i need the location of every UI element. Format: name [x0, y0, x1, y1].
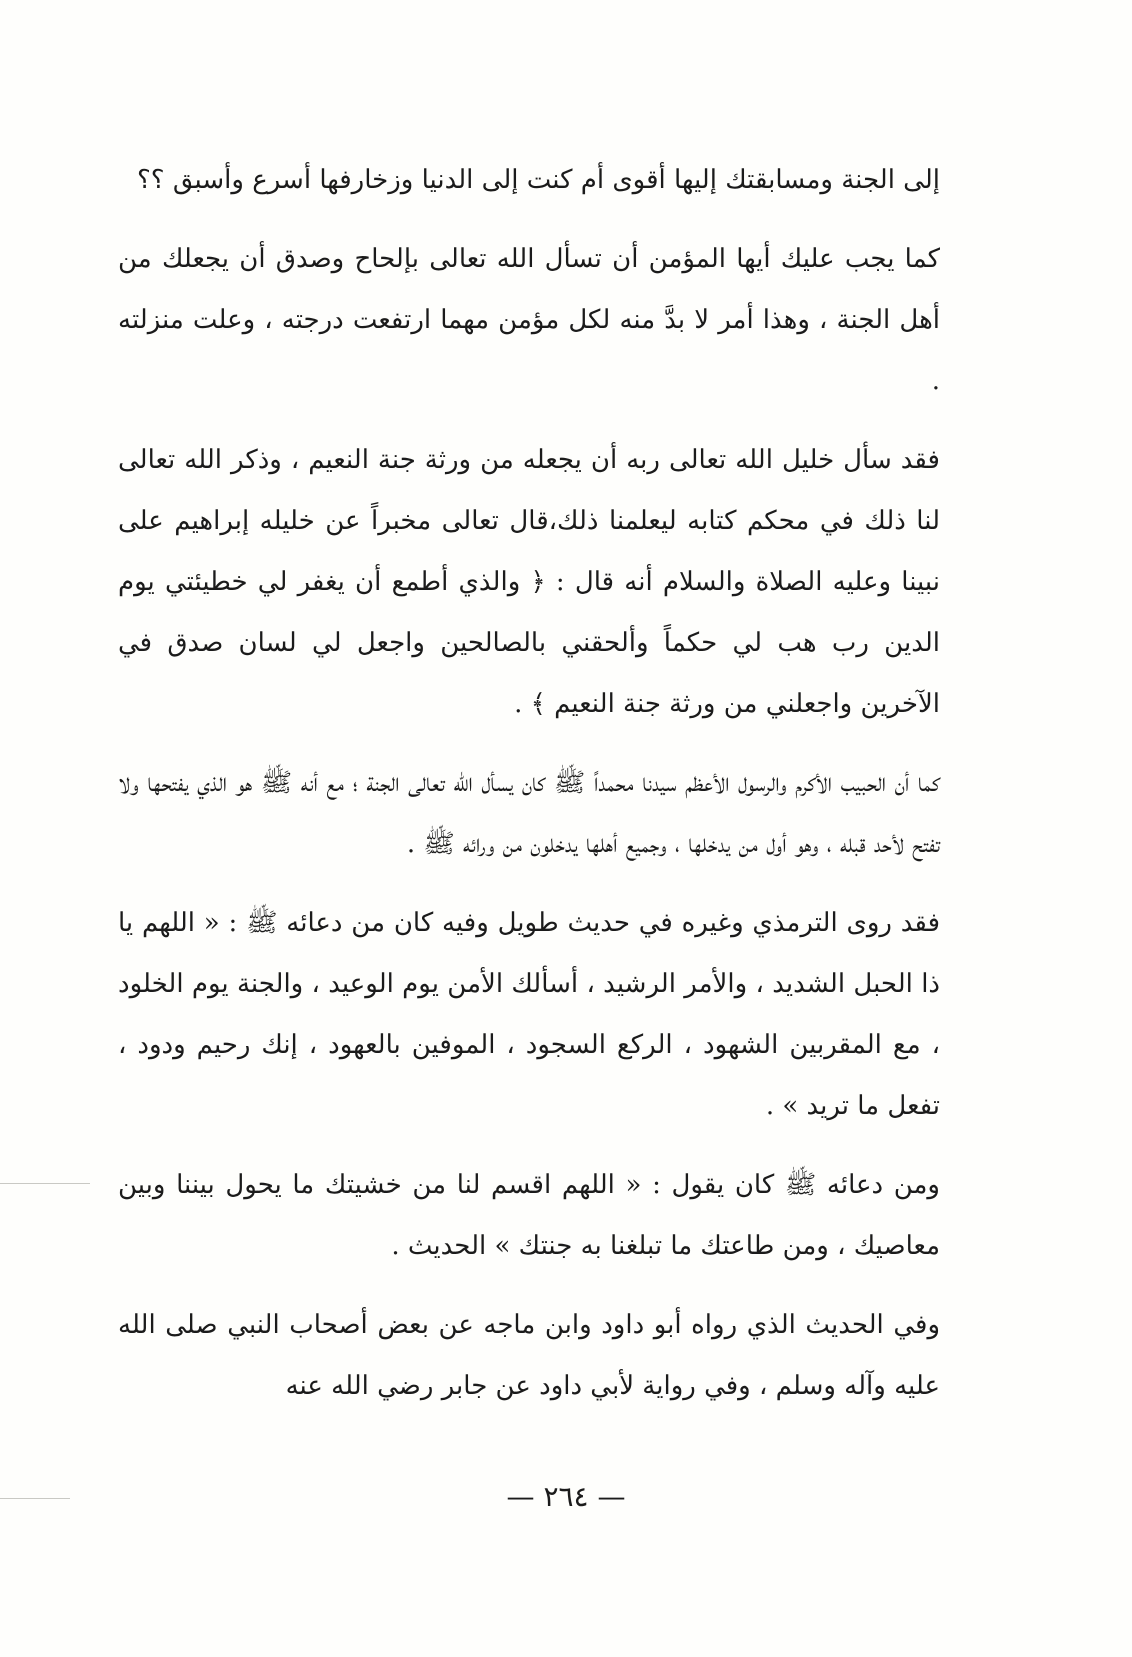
scan-edge-mark	[0, 1498, 70, 1499]
scan-edge-mark	[0, 1183, 90, 1184]
paragraph: فقد سأل خليل الله تعالى ربه أن يجعله من ورثة جنة النعيم ، وذكر الله تعالى لنا ذلك في محكم كتابه ليعلمنا ذلك،قال تعالى مخبراً عن خليله إبراهيم على نبينا وعليه الصلاة والسلام أنه قال : ﴿ والذي أطمع أن يغفر لي خطيئتي يوم الدين رب هب لي حكماً وألحقني بالصالحين واجعل لي لسان صدق في الآخرين واجعلني من ورثة جنة النعيم ﴾ .	[118, 445, 940, 719]
paragraph: كما أن الحبيب الأكرم والرسول الأعظم سيدنا محمداً ﷺ كان يسأل الله تعالى الجنة ؛ مع أنه ﷺ هو الذي يفتحها ولا تفتح لأحد قبله ، وهو أول من يدخلها ، وجميع أهلها يدخلون من ورائه ﷺ .	[118, 768, 940, 859]
paragraph: كما يجب عليك أيها المؤمن أن تسأل الله تعالى بإلحاح وصدق أن يجعلك من أهل الجنة ، وهذا أمر لا بدَّ منه لكل مؤمن مهما ارتفعت درجته ، وعلت منزلته .	[118, 244, 940, 396]
page-number: — ٢٦٤ —	[506, 1480, 626, 1513]
paragraph: وفي الحديث الذي رواه أبو داود وابن ماجه عن بعض أصحاب النبي صلى الله عليه وآله وسلم ، وفي رواية لأبي داود عن جابر رضي الله عنه	[118, 1310, 940, 1401]
paragraph: ومن دعائه ﷺ كان يقول : « اللهم اقسم لنا من خشيتك ما يحول بيننا وبين معاصيك ، ومن طاعتك ما تبلغنا به جنتك » الحديث .	[118, 1170, 940, 1261]
paragraph: فقد روى الترمذي وغيره في حديث طويل وفيه كان من دعائه ﷺ : « اللهم يا ذا الحبل الشديد ، والأمر الرشيد ، أسألك الأمن يوم الوعيد ، والجنة يوم الخلود ، مع المقربين الشهود ، الركع السجود ، الموفين بالعهود ، إنك رحيم ودود ، تفعل ما تريد » .	[118, 908, 940, 1121]
body-text	[118, 150, 940, 1435]
paragraph: إلى الجنة ومسابقتك إليها أقوى أم كنت إلى الدنيا وزخارفها أسرع وأسبق ؟؟	[136, 165, 940, 195]
